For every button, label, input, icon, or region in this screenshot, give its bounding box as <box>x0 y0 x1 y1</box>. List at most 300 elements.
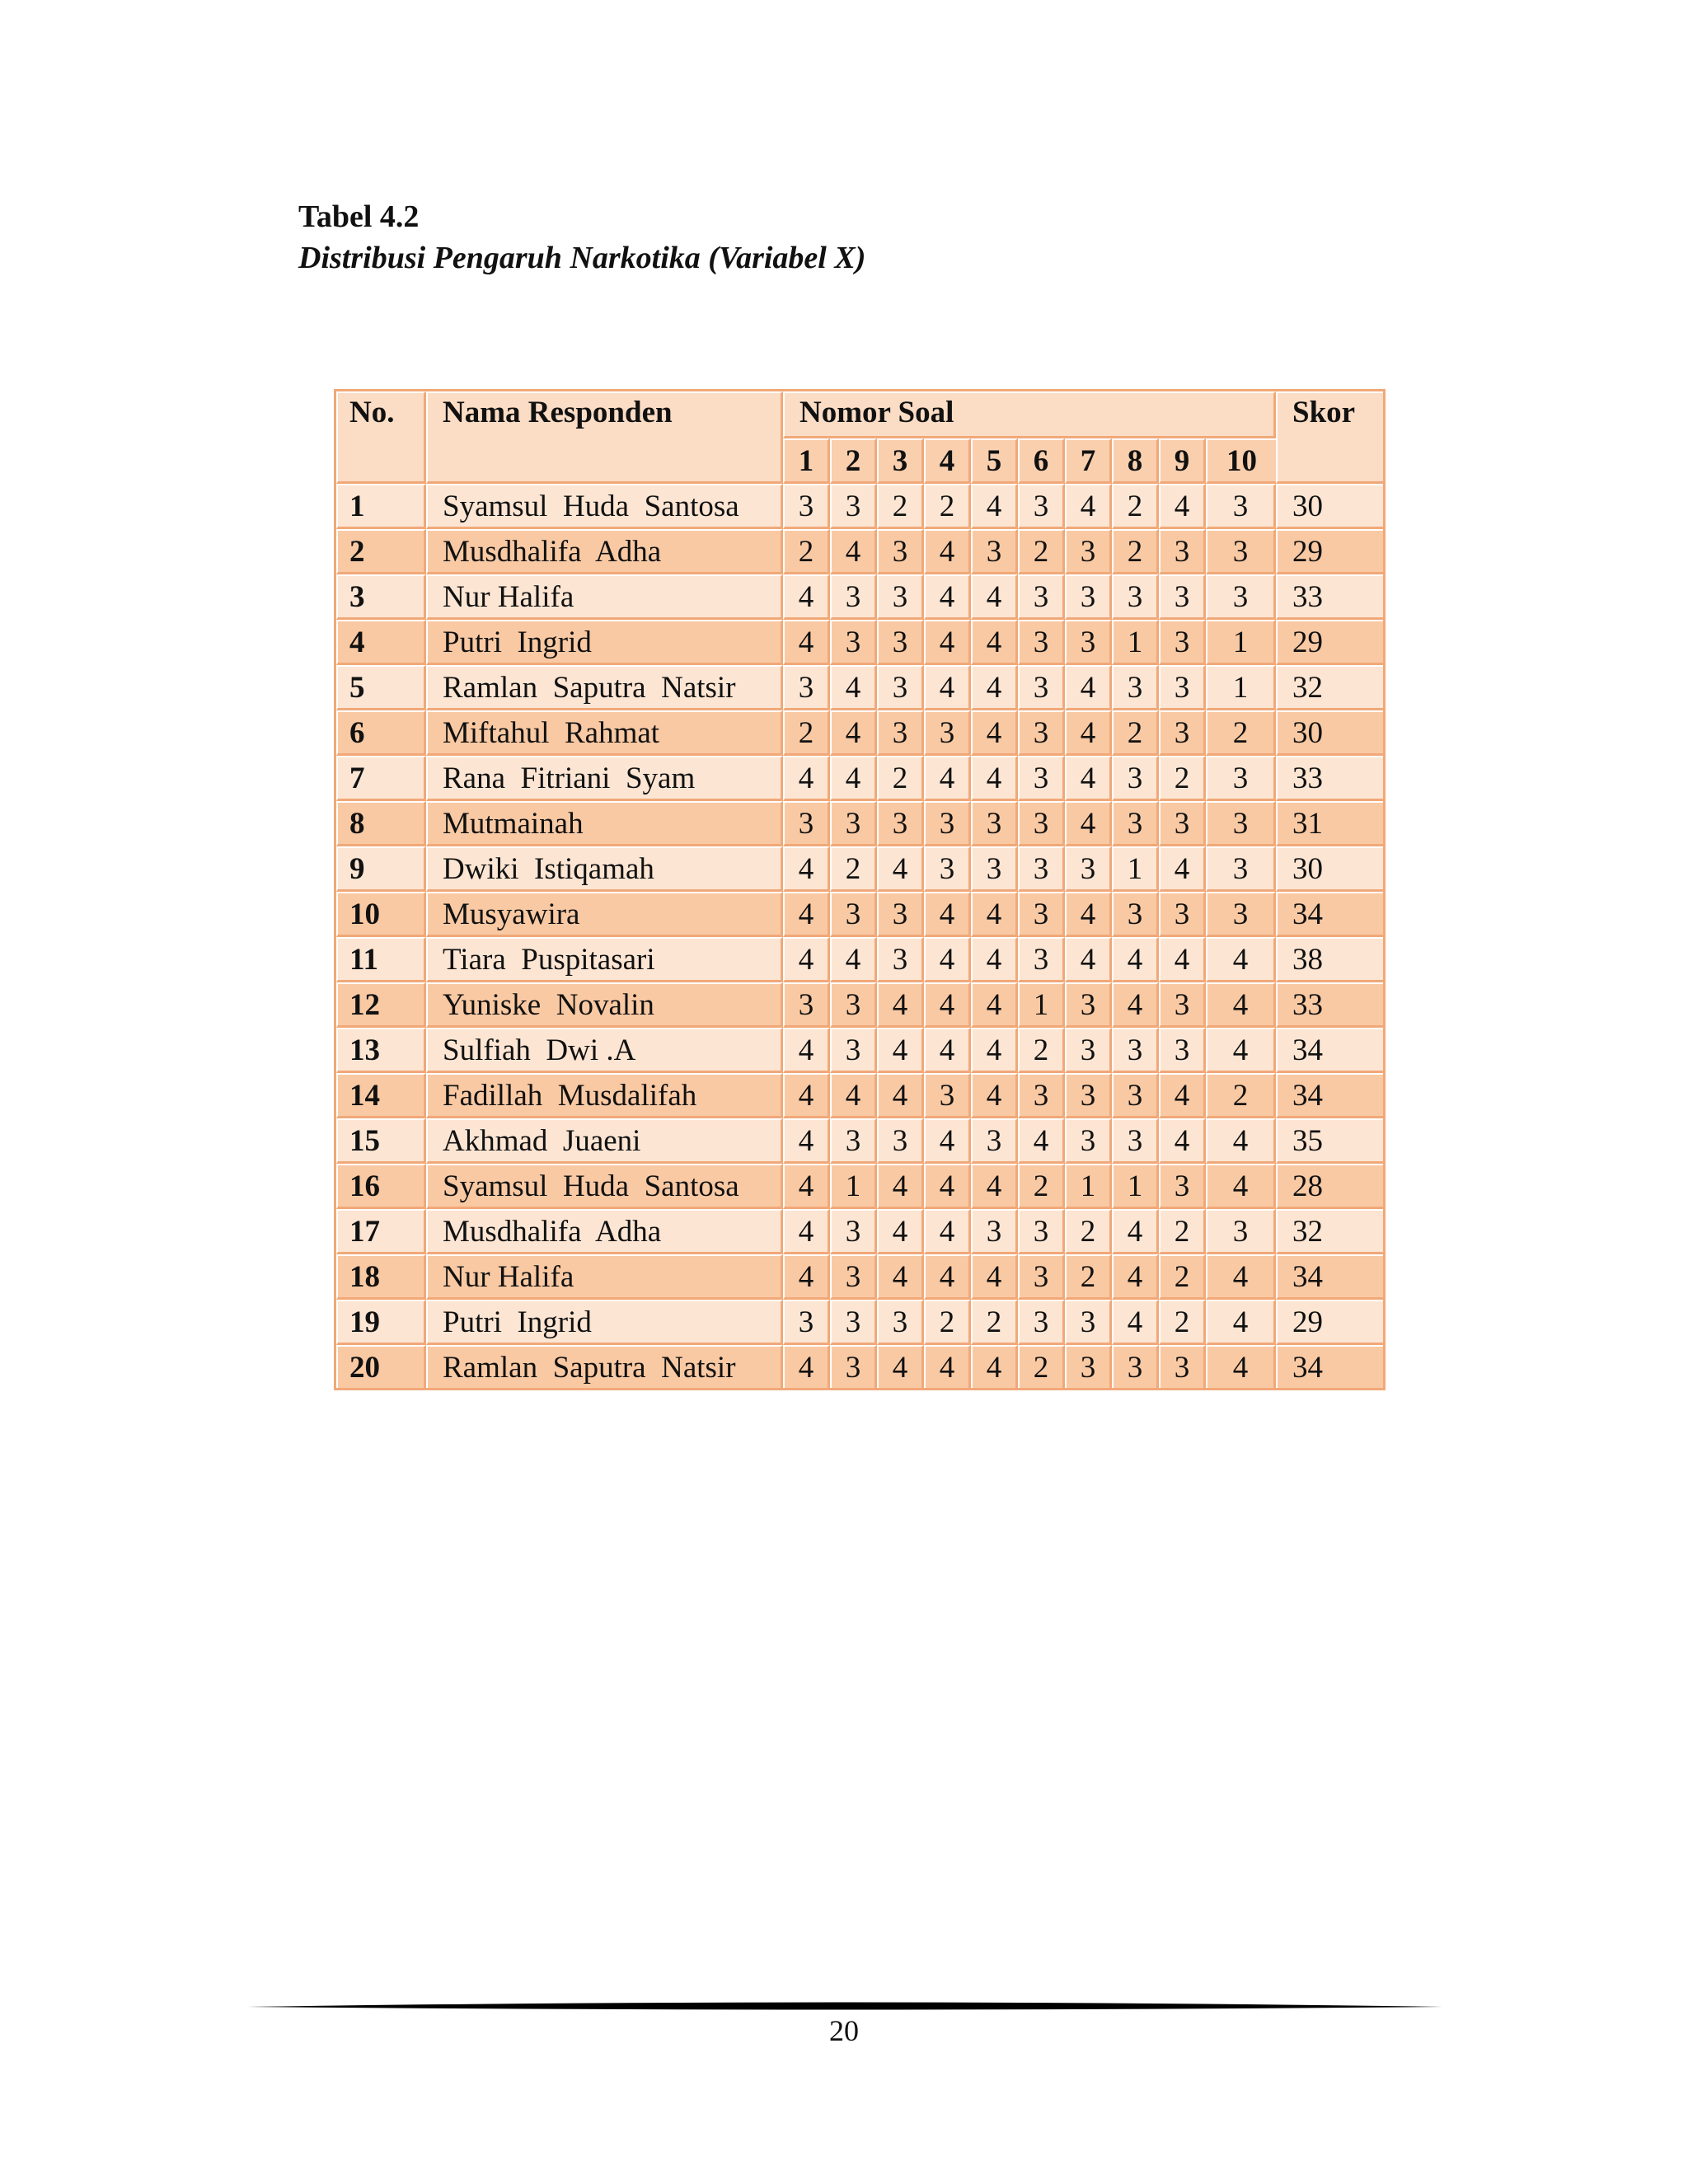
answer-cell: 3 <box>1018 484 1065 529</box>
answer-cell: 3 <box>877 529 924 574</box>
answer-cell: 4 <box>783 937 830 982</box>
answer-cell: 3 <box>830 1209 877 1254</box>
answer-cell: 3 <box>971 846 1018 892</box>
answer-cell: 3 <box>1159 574 1206 620</box>
score-cell: 38 <box>1276 937 1383 982</box>
answer-cell: 4 <box>971 892 1018 937</box>
answer-cell: 4 <box>830 665 877 710</box>
answer-cell: 1 <box>1018 982 1065 1028</box>
answer-cell: 3 <box>783 665 830 710</box>
answer-cell: 4 <box>1112 1209 1159 1254</box>
score-cell: 32 <box>1276 665 1383 710</box>
answer-cell: 4 <box>877 1345 924 1388</box>
answer-cell: 3 <box>1065 1028 1112 1073</box>
answer-cell: 3 <box>971 801 1018 846</box>
row-number: 1 <box>336 484 426 529</box>
answer-cell: 4 <box>1159 1118 1206 1164</box>
respondent-name: Nur Halifa <box>426 1254 783 1300</box>
answer-cell: 4 <box>971 1345 1018 1388</box>
answer-cell: 4 <box>1065 892 1112 937</box>
score-cell: 32 <box>1276 1209 1383 1254</box>
table-row <box>336 1254 1383 1300</box>
answer-cell: 4 <box>783 1164 830 1209</box>
answer-cell: 4 <box>783 892 830 937</box>
respondent-name: Miftahul Rahmat <box>426 710 783 756</box>
score-cell: 33 <box>1276 574 1383 620</box>
row-number: 3 <box>336 574 426 620</box>
answer-cell: 3 <box>1018 1254 1065 1300</box>
answer-cell: 3 <box>1206 484 1276 529</box>
answer-cell: 3 <box>830 1254 877 1300</box>
respondent-name: Ramlan Saputra Natsir <box>426 1345 783 1388</box>
answer-cell: 4 <box>971 665 1018 710</box>
header-score: Skor <box>1276 391 1383 484</box>
table-title: Tabel 4.2 <box>298 199 420 234</box>
table-row <box>336 484 1383 529</box>
answer-cell: 2 <box>1018 1028 1065 1073</box>
answer-cell: 3 <box>1206 1209 1276 1254</box>
answer-cell: 3 <box>1018 1073 1065 1118</box>
answer-cell: 4 <box>971 620 1018 665</box>
answer-cell: 3 <box>1112 1028 1159 1073</box>
answer-cell: 4 <box>924 1254 971 1300</box>
answer-cell: 4 <box>924 1164 971 1209</box>
answer-cell: 3 <box>1112 756 1159 801</box>
answer-cell: 1 <box>1112 846 1159 892</box>
answer-cell: 3 <box>1065 529 1112 574</box>
answer-cell: 2 <box>877 484 924 529</box>
header-name: Nama Responden <box>426 391 783 484</box>
answer-cell: 3 <box>830 892 877 937</box>
answer-cell: 4 <box>924 665 971 710</box>
answer-cell: 3 <box>830 1300 877 1345</box>
question-number-8: 8 <box>1112 438 1159 484</box>
answer-cell: 3 <box>830 1118 877 1164</box>
answer-cell: 2 <box>924 484 971 529</box>
answer-cell: 4 <box>1159 937 1206 982</box>
respondent-name: Musdhalifa Adha <box>426 1209 783 1254</box>
row-number: 8 <box>336 801 426 846</box>
respondent-name: Syamsul Huda Santosa <box>426 484 783 529</box>
answer-cell: 4 <box>783 846 830 892</box>
answer-cell: 3 <box>1018 710 1065 756</box>
answer-cell: 3 <box>1018 665 1065 710</box>
question-number-1: 1 <box>783 438 830 484</box>
answer-cell: 2 <box>1206 1073 1276 1118</box>
answer-cell: 1 <box>1065 1164 1112 1209</box>
answer-cell: 4 <box>783 756 830 801</box>
row-number: 18 <box>336 1254 426 1300</box>
table-row <box>336 574 1383 620</box>
score-cell: 30 <box>1276 484 1383 529</box>
answer-cell: 3 <box>830 801 877 846</box>
answer-cell: 4 <box>1065 484 1112 529</box>
question-number-7: 7 <box>1065 438 1112 484</box>
answer-cell: 3 <box>1206 756 1276 801</box>
answer-cell: 3 <box>971 1209 1018 1254</box>
row-number: 13 <box>336 1028 426 1073</box>
header-row <box>336 391 1383 438</box>
table-row <box>336 982 1383 1028</box>
answer-cell: 2 <box>1112 529 1159 574</box>
answer-cell: 2 <box>830 846 877 892</box>
answer-cell: 3 <box>1112 1118 1159 1164</box>
answer-cell: 3 <box>924 801 971 846</box>
answer-cell: 3 <box>1159 710 1206 756</box>
answer-cell: 4 <box>924 574 971 620</box>
answer-cell: 3 <box>1159 1028 1206 1073</box>
answer-cell: 2 <box>1065 1254 1112 1300</box>
row-number: 20 <box>336 1345 426 1388</box>
answer-cell: 3 <box>1018 937 1065 982</box>
answer-cell: 3 <box>924 1073 971 1118</box>
table-row <box>336 846 1383 892</box>
answer-cell: 3 <box>877 710 924 756</box>
answer-cell: 3 <box>1159 1345 1206 1388</box>
answer-cell: 3 <box>877 801 924 846</box>
answer-cell: 2 <box>1159 1300 1206 1345</box>
respondent-name: Yuniske Novalin <box>426 982 783 1028</box>
answer-cell: 3 <box>1018 756 1065 801</box>
answer-cell: 4 <box>1112 937 1159 982</box>
answer-cell: 4 <box>924 1345 971 1388</box>
table-row <box>336 665 1383 710</box>
question-number-2: 2 <box>830 438 877 484</box>
row-number: 2 <box>336 529 426 574</box>
table-row <box>336 756 1383 801</box>
answer-cell: 1 <box>1112 620 1159 665</box>
score-cell: 34 <box>1276 1028 1383 1073</box>
answer-cell: 3 <box>877 1300 924 1345</box>
answer-cell: 3 <box>877 574 924 620</box>
answer-cell: 4 <box>1112 1254 1159 1300</box>
table-row <box>336 529 1383 574</box>
respondent-name: Nur Halifa <box>426 574 783 620</box>
answer-cell: 4 <box>1065 710 1112 756</box>
score-cell: 33 <box>1276 982 1383 1028</box>
answer-cell: 4 <box>971 1073 1018 1118</box>
answer-cell: 3 <box>830 1345 877 1388</box>
answer-cell: 4 <box>1206 1028 1276 1073</box>
question-number-10: 10 <box>1206 438 1276 484</box>
answer-cell: 4 <box>1206 1164 1276 1209</box>
score-cell: 30 <box>1276 710 1383 756</box>
answer-cell: 2 <box>1159 1209 1206 1254</box>
answer-cell: 3 <box>1018 620 1065 665</box>
answer-cell: 3 <box>877 892 924 937</box>
answer-cell: 2 <box>783 529 830 574</box>
score-cell: 30 <box>1276 846 1383 892</box>
answer-cell: 3 <box>830 484 877 529</box>
table-row <box>336 937 1383 982</box>
answer-cell: 3 <box>830 1028 877 1073</box>
respondent-name: Putri Ingrid <box>426 620 783 665</box>
distribution-table <box>334 389 1386 1390</box>
answer-cell: 2 <box>924 1300 971 1345</box>
row-number: 6 <box>336 710 426 756</box>
answer-cell: 4 <box>1159 1073 1206 1118</box>
table-row <box>336 1300 1383 1345</box>
answer-cell: 4 <box>783 1209 830 1254</box>
answer-cell: 4 <box>1206 1300 1276 1345</box>
answer-cell: 3 <box>830 982 877 1028</box>
answer-cell: 4 <box>877 1164 924 1209</box>
answer-cell: 4 <box>971 484 1018 529</box>
answer-cell: 3 <box>1112 1345 1159 1388</box>
answer-cell: 3 <box>924 710 971 756</box>
table-row <box>336 892 1383 937</box>
answer-cell: 4 <box>877 846 924 892</box>
answer-cell: 3 <box>877 665 924 710</box>
score-cell: 29 <box>1276 529 1383 574</box>
row-number: 14 <box>336 1073 426 1118</box>
question-number-3: 3 <box>877 438 924 484</box>
header-questions: Nomor Soal <box>783 391 1276 438</box>
answer-cell: 4 <box>924 1118 971 1164</box>
answer-cell: 3 <box>971 529 1018 574</box>
answer-cell: 4 <box>1159 846 1206 892</box>
answer-cell: 3 <box>1159 620 1206 665</box>
answer-cell: 2 <box>1159 756 1206 801</box>
answer-cell: 3 <box>1112 574 1159 620</box>
answer-cell: 4 <box>1206 982 1276 1028</box>
answer-cell: 3 <box>1065 1300 1112 1345</box>
row-number: 19 <box>336 1300 426 1345</box>
answer-cell: 4 <box>924 937 971 982</box>
answer-cell: 4 <box>924 982 971 1028</box>
answer-cell: 4 <box>783 1118 830 1164</box>
answer-cell: 3 <box>1112 892 1159 937</box>
respondent-name: Sulfiah Dwi .A <box>426 1028 783 1073</box>
answer-cell: 3 <box>1159 1164 1206 1209</box>
answer-cell: 4 <box>1206 1254 1276 1300</box>
answer-cell: 3 <box>1206 529 1276 574</box>
answer-cell: 4 <box>971 1254 1018 1300</box>
answer-cell: 4 <box>783 1028 830 1073</box>
answer-cell: 2 <box>1206 710 1276 756</box>
answer-cell: 4 <box>971 982 1018 1028</box>
answer-cell: 4 <box>971 756 1018 801</box>
score-cell: 34 <box>1276 1073 1383 1118</box>
table-row <box>336 801 1383 846</box>
answer-cell: 1 <box>1206 620 1276 665</box>
answer-cell: 3 <box>971 1118 1018 1164</box>
row-number: 17 <box>336 1209 426 1254</box>
score-cell: 29 <box>1276 620 1383 665</box>
answer-cell: 4 <box>971 1164 1018 1209</box>
answer-cell: 3 <box>1065 846 1112 892</box>
answer-cell: 4 <box>877 1073 924 1118</box>
answer-cell: 4 <box>830 756 877 801</box>
row-number: 10 <box>336 892 426 937</box>
answer-cell: 4 <box>877 1209 924 1254</box>
answer-cell: 3 <box>1018 892 1065 937</box>
answer-cell: 4 <box>783 1254 830 1300</box>
answer-cell: 4 <box>1065 801 1112 846</box>
respondent-name: Dwiki Istiqamah <box>426 846 783 892</box>
answer-cell: 3 <box>1159 801 1206 846</box>
answer-cell: 4 <box>1065 756 1112 801</box>
answer-cell: 4 <box>877 1254 924 1300</box>
row-number: 12 <box>336 982 426 1028</box>
question-number-5: 5 <box>971 438 1018 484</box>
answer-cell: 3 <box>830 574 877 620</box>
table-subtitle: Distribusi Pengaruh Narkotika (Variabel X) <box>298 241 866 275</box>
answer-cell: 3 <box>1112 1073 1159 1118</box>
answer-cell: 3 <box>1159 892 1206 937</box>
respondent-name: Ramlan Saputra Natsir <box>426 665 783 710</box>
answer-cell: 4 <box>971 574 1018 620</box>
respondent-name: Syamsul Huda Santosa <box>426 1164 783 1209</box>
answer-cell: 3 <box>1112 801 1159 846</box>
answer-cell: 3 <box>1065 620 1112 665</box>
answer-cell: 2 <box>1018 1164 1065 1209</box>
answer-cell: 4 <box>1065 665 1112 710</box>
respondent-name: Tiara Puspitasari <box>426 937 783 982</box>
answer-cell: 4 <box>924 1028 971 1073</box>
score-cell: 34 <box>1276 1345 1383 1388</box>
answer-cell: 2 <box>1112 484 1159 529</box>
answer-cell: 4 <box>1065 937 1112 982</box>
answer-cell: 3 <box>1112 665 1159 710</box>
answer-cell: 3 <box>1206 574 1276 620</box>
answer-cell: 4 <box>877 982 924 1028</box>
row-number: 7 <box>336 756 426 801</box>
table-row <box>336 1345 1383 1388</box>
answer-cell: 4 <box>924 620 971 665</box>
page-number: 20 <box>829 2014 859 2047</box>
answer-cell: 4 <box>1018 1118 1065 1164</box>
answer-cell: 4 <box>1206 937 1276 982</box>
answer-cell: 4 <box>924 1209 971 1254</box>
answer-cell: 3 <box>1018 801 1065 846</box>
answer-cell: 3 <box>1159 982 1206 1028</box>
row-number: 5 <box>336 665 426 710</box>
score-cell: 33 <box>1276 756 1383 801</box>
answer-cell: 4 <box>1112 1300 1159 1345</box>
answer-cell: 4 <box>783 1345 830 1388</box>
answer-cell: 3 <box>783 1300 830 1345</box>
answer-cell: 4 <box>1206 1118 1276 1164</box>
table-row <box>336 1209 1383 1254</box>
respondent-name: Musyawira <box>426 892 783 937</box>
answer-cell: 3 <box>1206 801 1276 846</box>
answer-cell: 3 <box>924 846 971 892</box>
respondent-name: Rana Fitriani Syam <box>426 756 783 801</box>
question-number-9: 9 <box>1159 438 1206 484</box>
respondent-name: Putri Ingrid <box>426 1300 783 1345</box>
score-cell: 29 <box>1276 1300 1383 1345</box>
answer-cell: 3 <box>877 620 924 665</box>
answer-cell: 4 <box>830 937 877 982</box>
row-number: 16 <box>336 1164 426 1209</box>
answer-cell: 3 <box>877 1118 924 1164</box>
answer-cell: 1 <box>830 1164 877 1209</box>
answer-cell: 4 <box>971 1028 1018 1073</box>
answer-cell: 4 <box>924 892 971 937</box>
table-row <box>336 1118 1383 1164</box>
row-number: 4 <box>336 620 426 665</box>
row-number: 11 <box>336 937 426 982</box>
table-row <box>336 620 1383 665</box>
respondent-name: Akhmad Juaeni <box>426 1118 783 1164</box>
answer-cell: 3 <box>783 484 830 529</box>
answer-cell: 3 <box>1065 982 1112 1028</box>
answer-cell: 4 <box>924 529 971 574</box>
answer-cell: 4 <box>877 1028 924 1073</box>
answer-cell: 3 <box>1018 1209 1065 1254</box>
answer-cell: 4 <box>971 937 1018 982</box>
table-row <box>336 1164 1383 1209</box>
header-no: No. <box>336 391 426 484</box>
answer-cell: 3 <box>1159 529 1206 574</box>
answer-cell: 3 <box>1206 892 1276 937</box>
score-cell: 34 <box>1276 1254 1383 1300</box>
answer-cell: 3 <box>1065 1073 1112 1118</box>
answer-cell: 2 <box>1018 529 1065 574</box>
answer-cell: 3 <box>1206 846 1276 892</box>
answer-cell: 3 <box>877 937 924 982</box>
respondent-name: Mutmainah <box>426 801 783 846</box>
score-cell: 28 <box>1276 1164 1383 1209</box>
row-number: 15 <box>336 1118 426 1164</box>
answer-cell: 4 <box>924 756 971 801</box>
answer-cell: 3 <box>1159 665 1206 710</box>
answer-cell: 2 <box>1112 710 1159 756</box>
answer-cell: 2 <box>783 710 830 756</box>
answer-cell: 3 <box>1065 1345 1112 1388</box>
answer-cell: 2 <box>1065 1209 1112 1254</box>
respondent-name: Fadillah Musdalifah <box>426 1073 783 1118</box>
answer-cell: 3 <box>783 982 830 1028</box>
answer-cell: 4 <box>971 710 1018 756</box>
answer-cell: 1 <box>1206 665 1276 710</box>
answer-cell: 4 <box>1159 484 1206 529</box>
answer-cell: 3 <box>1018 846 1065 892</box>
answer-cell: 2 <box>877 756 924 801</box>
answer-cell: 4 <box>1206 1345 1276 1388</box>
table-row <box>336 1028 1383 1073</box>
answer-cell: 4 <box>783 620 830 665</box>
answer-cell: 3 <box>783 801 830 846</box>
answer-cell: 1 <box>1112 1164 1159 1209</box>
table-row <box>336 1073 1383 1118</box>
table-caption <box>298 196 865 279</box>
table-row <box>336 710 1383 756</box>
score-cell: 31 <box>1276 801 1383 846</box>
answer-cell: 3 <box>1018 574 1065 620</box>
answer-cell: 4 <box>830 529 877 574</box>
answer-cell: 4 <box>830 1073 877 1118</box>
answer-cell: 4 <box>783 574 830 620</box>
answer-cell: 2 <box>1018 1345 1065 1388</box>
answer-cell: 3 <box>1018 1300 1065 1345</box>
question-number-6: 6 <box>1018 438 1065 484</box>
answer-cell: 2 <box>1159 1254 1206 1300</box>
answer-cell: 4 <box>783 1073 830 1118</box>
answer-cell: 4 <box>1112 982 1159 1028</box>
row-number: 9 <box>336 846 426 892</box>
answer-cell: 2 <box>971 1300 1018 1345</box>
question-number-4: 4 <box>924 438 971 484</box>
score-cell: 34 <box>1276 892 1383 937</box>
answer-cell: 3 <box>830 620 877 665</box>
respondent-name: Musdhalifa Adha <box>426 529 783 574</box>
answer-cell: 4 <box>830 710 877 756</box>
answer-cell: 3 <box>1065 1118 1112 1164</box>
score-cell: 35 <box>1276 1118 1383 1164</box>
answer-cell: 3 <box>1065 574 1112 620</box>
